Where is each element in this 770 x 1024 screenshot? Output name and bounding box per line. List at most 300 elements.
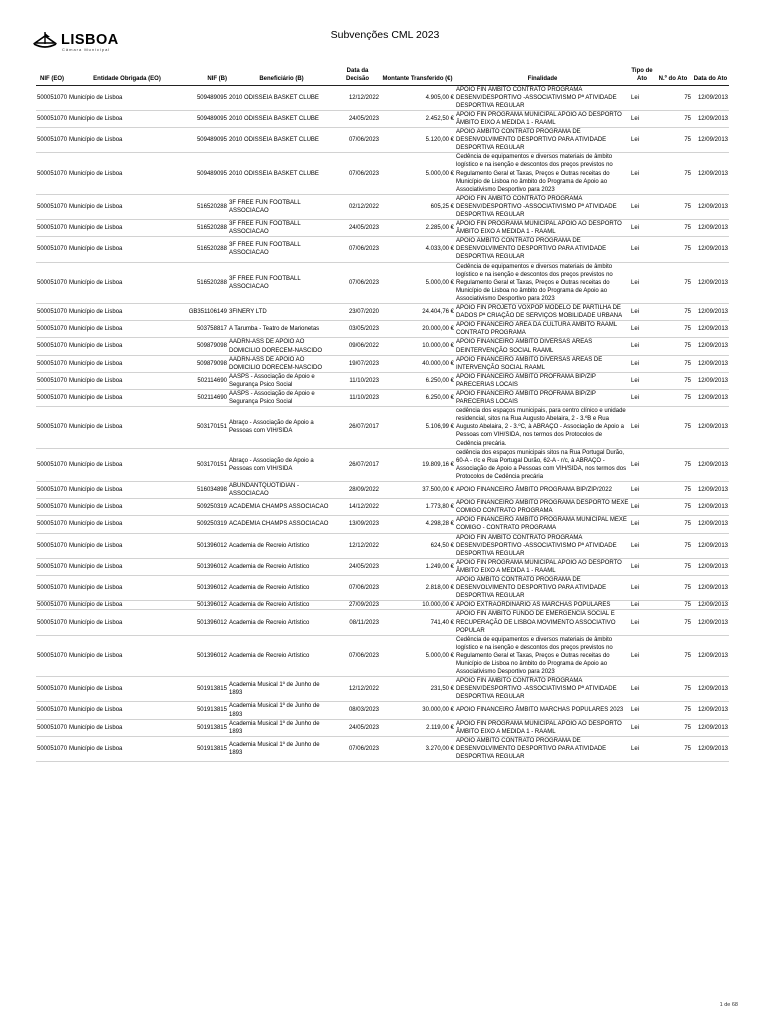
beneficiary-cell: Abraço - Associação de Apoio a Pessoas com VIH/SIDA xyxy=(228,407,335,448)
beneficiary-cell: Abraço - Associação de Apoio a Pessoas com VIH/SIDA xyxy=(228,448,335,481)
nif-beneficiary-cell: 501913815 xyxy=(186,719,228,736)
column-header: Beneficiário (B) xyxy=(228,68,335,85)
nif-beneficiary-cell: 509489095 xyxy=(186,110,228,127)
column-header: Montante Transferido (€) xyxy=(380,68,455,85)
table-row xyxy=(36,110,729,127)
act-date-cell: 12/09/2013 xyxy=(692,736,729,761)
nif-eo-cell: 500051070 xyxy=(36,635,68,676)
act-number-cell: 75 xyxy=(654,610,692,635)
purpose-cell: APOIO FIN ÂMBITO CONTRATO PROGRAMA DESENV/DESPORTIVO -ASSOCIATIVISMO Pª ATIVIDADE DESPORTIVA REGULAR xyxy=(455,677,630,702)
purpose-cell: APOIO FIN PROJETO VOXPOP MODELO DE PARTILHA DE DADOS Pª CRIAÇÃO DE SERVIÇOS MOBILIDADE URBANA xyxy=(455,304,630,321)
decision-date-cell: 28/09/2022 xyxy=(335,482,380,499)
act-number-cell: 75 xyxy=(654,110,692,127)
table-row xyxy=(36,533,729,558)
amount-cell: 605,25 € xyxy=(380,194,455,219)
nif-beneficiary-cell: 509250319 xyxy=(186,516,228,533)
entity-cell: Município de Lisboa xyxy=(68,153,186,194)
decision-date-cell: 13/09/2023 xyxy=(335,516,380,533)
nif-eo-cell: 500051070 xyxy=(36,499,68,516)
beneficiary-cell: Academia de Recreio Artístico xyxy=(228,610,335,635)
table-row xyxy=(36,321,729,338)
beneficiary-cell: AADRN-ASS DE APOIO AO DOMICILIO DORECEM-NASCIDO xyxy=(228,355,335,372)
beneficiary-cell: AADRN-ASS DE APOIO AO DOMICILIO DORECEM-NASCIDO xyxy=(228,338,335,355)
act-type-cell: Lei xyxy=(630,220,654,237)
act-date-cell: 12/09/2013 xyxy=(692,389,729,406)
nif-eo-cell: 500051070 xyxy=(36,482,68,499)
entity-cell: Município de Lisboa xyxy=(68,635,186,676)
decision-date-cell: 12/12/2022 xyxy=(335,85,380,110)
beneficiary-cell: ACADEMIA CHAMPS ASSOCIACAO xyxy=(228,516,335,533)
beneficiary-cell: 3F FREE FUN FOOTBALL ASSOCIACAO xyxy=(228,262,335,303)
entity-cell: Município de Lisboa xyxy=(68,448,186,481)
table-row xyxy=(36,237,729,262)
act-number-cell: 75 xyxy=(654,702,692,719)
entity-cell: Município de Lisboa xyxy=(68,110,186,127)
entity-cell: Município de Lisboa xyxy=(68,610,186,635)
purpose-cell: APOIO FIN PROGRAMA MUNICIPAL APOIO AO DESPORTO ÂMBITO EIXO A MEDIDA 1 - RAAML xyxy=(455,220,630,237)
beneficiary-cell: 3FINERY LTD xyxy=(228,304,335,321)
table-row xyxy=(36,407,729,448)
table-row xyxy=(36,389,729,406)
nif-eo-cell: 500051070 xyxy=(36,338,68,355)
table-row xyxy=(36,601,729,610)
table-row xyxy=(36,153,729,194)
act-number-cell: 75 xyxy=(654,389,692,406)
amount-cell: 37.500,00 € xyxy=(380,482,455,499)
beneficiary-cell: A Tarumba - Teatro de Marionetas xyxy=(228,321,335,338)
act-type-cell: Lei xyxy=(630,372,654,389)
act-number-cell: 75 xyxy=(654,576,692,601)
nif-beneficiary-cell: 502114690 xyxy=(186,389,228,406)
nif-beneficiary-cell: 501913815 xyxy=(186,736,228,761)
nif-eo-cell: 500051070 xyxy=(36,533,68,558)
table-row xyxy=(36,372,729,389)
column-header: Data da Decisão xyxy=(335,68,380,85)
nif-eo-cell: 500051070 xyxy=(36,262,68,303)
act-date-cell: 12/09/2013 xyxy=(692,407,729,448)
act-date-cell: 12/09/2013 xyxy=(692,702,729,719)
nif-eo-cell: 500051070 xyxy=(36,736,68,761)
purpose-cell: APOIO FIN ÂMBITO CONTRATO PROGRAMA DESENV/DESPORTIVO -ASSOCIATIVISMO Pª ATIVIDADE DESPORTIVA REGULAR xyxy=(455,194,630,219)
nif-beneficiary-cell: 501396012 xyxy=(186,558,228,575)
act-type-cell: Lei xyxy=(630,237,654,262)
nif-beneficiary-cell: 509489095 xyxy=(186,128,228,153)
table-row xyxy=(36,482,729,499)
purpose-cell: APOIO FIN ÂMBITO FUNDO DE EMERGÊNCIA SOCIAL E RECUPERAÇÃO DE LISBOA MOVIMENTO ASSOCIATIVO POPULAR xyxy=(455,610,630,635)
act-type-cell: Lei xyxy=(630,262,654,303)
decision-date-cell: 19/07/2023 xyxy=(335,355,380,372)
entity-cell: Município de Lisboa xyxy=(68,338,186,355)
nif-beneficiary-cell: 501396012 xyxy=(186,601,228,610)
table-row xyxy=(36,736,729,761)
beneficiary-cell: Academia Musical 1º de Junho de 1893 xyxy=(228,719,335,736)
act-type-cell: Lei xyxy=(630,576,654,601)
nif-eo-cell: 500051070 xyxy=(36,702,68,719)
act-date-cell: 12/09/2013 xyxy=(692,576,729,601)
act-date-cell: 12/09/2013 xyxy=(692,601,729,610)
beneficiary-cell: Academia de Recreio Artístico xyxy=(228,533,335,558)
entity-cell: Município de Lisboa xyxy=(68,516,186,533)
act-number-cell: 75 xyxy=(654,128,692,153)
act-date-cell: 12/09/2013 xyxy=(692,194,729,219)
amount-cell: 6.250,00 € xyxy=(380,372,455,389)
act-type-cell: Lei xyxy=(630,389,654,406)
table-row xyxy=(36,304,729,321)
column-header: Tipo de Ato xyxy=(630,68,654,85)
decision-date-cell: 14/12/2022 xyxy=(335,499,380,516)
table-row xyxy=(36,516,729,533)
nif-eo-cell: 500051070 xyxy=(36,372,68,389)
act-date-cell: 12/09/2013 xyxy=(692,153,729,194)
amount-cell: 741,40 € xyxy=(380,610,455,635)
nif-beneficiary-cell: 503170151 xyxy=(186,448,228,481)
act-date-cell: 12/09/2013 xyxy=(692,128,729,153)
nif-eo-cell: 500051070 xyxy=(36,304,68,321)
act-type-cell: Lei xyxy=(630,355,654,372)
column-header: NIF (B) xyxy=(186,68,228,85)
nif-eo-cell: 500051070 xyxy=(36,355,68,372)
decision-date-cell: 07/06/2023 xyxy=(335,262,380,303)
nif-eo-cell: 500051070 xyxy=(36,448,68,481)
amount-cell: 5.000,00 € xyxy=(380,635,455,676)
nif-eo-cell: 500051070 xyxy=(36,407,68,448)
nif-beneficiary-cell: 509879098 xyxy=(186,355,228,372)
column-header: Entidade Obrigada (EO) xyxy=(68,68,186,85)
nif-eo-cell: 500051070 xyxy=(36,558,68,575)
nif-beneficiary-cell: GB351106149 xyxy=(186,304,228,321)
act-type-cell: Lei xyxy=(630,194,654,219)
decision-date-cell: 07/06/2023 xyxy=(335,635,380,676)
entity-cell: Município de Lisboa xyxy=(68,719,186,736)
act-type-cell: Lei xyxy=(630,304,654,321)
decision-date-cell: 11/10/2023 xyxy=(335,372,380,389)
amount-cell: 624,50 € xyxy=(380,533,455,558)
beneficiary-cell: Academia de Recreio Artístico xyxy=(228,635,335,676)
act-date-cell: 12/09/2013 xyxy=(692,110,729,127)
beneficiary-cell: 2010 ODISSEIA BASKET CLUBE xyxy=(228,85,335,110)
decision-date-cell: 26/07/2017 xyxy=(335,448,380,481)
decision-date-cell: 24/05/2023 xyxy=(335,220,380,237)
act-type-cell: Lei xyxy=(630,85,654,110)
entity-cell: Município de Lisboa xyxy=(68,304,186,321)
table-row xyxy=(36,702,729,719)
table-row xyxy=(36,558,729,575)
purpose-cell: APOIO FINANCEIRO ÂMBITO PROGRAMA MUNICIPAL MEXE COMIGO - CONTRATO PROGRAMA xyxy=(455,516,630,533)
beneficiary-cell: 2010 ODISSEIA BASKET CLUBE xyxy=(228,128,335,153)
nif-beneficiary-cell: 509250319 xyxy=(186,499,228,516)
act-number-cell: 75 xyxy=(654,499,692,516)
act-type-cell: Lei xyxy=(630,153,654,194)
purpose-cell: Cedência de equipamentos e diversos materiais de âmbito logístico e na isenção e descontos dos preços previstos no Regulamento Geral et Taxas, Preços e Outras receitas do Município de Lisboa no âmbito do Programa de Apoio ao Associativismo Desportivo para 2023 xyxy=(455,262,630,303)
act-date-cell: 12/09/2013 xyxy=(692,220,729,237)
decision-date-cell: 24/05/2023 xyxy=(335,719,380,736)
decision-date-cell: 07/06/2023 xyxy=(335,128,380,153)
nif-beneficiary-cell: 501396012 xyxy=(186,635,228,676)
amount-cell: 3.270,00 € xyxy=(380,736,455,761)
act-date-cell: 12/09/2013 xyxy=(692,516,729,533)
decision-date-cell: 03/05/2023 xyxy=(335,321,380,338)
entity-cell: Município de Lisboa xyxy=(68,372,186,389)
act-type-cell: Lei xyxy=(630,110,654,127)
act-type-cell: Lei xyxy=(630,407,654,448)
act-date-cell: 12/09/2013 xyxy=(692,262,729,303)
beneficiary-cell: 3F FREE FUN FOOTBALL ASSOCIACAO xyxy=(228,220,335,237)
decision-date-cell: 08/03/2023 xyxy=(335,702,380,719)
subsidies-table xyxy=(36,68,729,762)
amount-cell: 2.818,00 € xyxy=(380,576,455,601)
amount-cell: 10.000,00 € xyxy=(380,601,455,610)
purpose-cell: APOIO FINANCEIRO ÂMBITO PROGRAMA DESPORTO MEXE COMIGO CONTRATO PROGRAMA xyxy=(456,500,629,515)
column-header: Data do Ato xyxy=(692,68,729,85)
amount-cell: 19.809,16 € xyxy=(380,448,455,481)
nif-beneficiary-cell: 509489095 xyxy=(186,85,228,110)
nif-beneficiary-cell: 509879098 xyxy=(186,338,228,355)
decision-date-cell: 12/12/2022 xyxy=(335,677,380,702)
decision-date-cell: 23/07/2020 xyxy=(335,304,380,321)
decision-date-cell: 12/12/2022 xyxy=(335,533,380,558)
entity-cell: Município de Lisboa xyxy=(68,736,186,761)
decision-date-cell: 07/06/2023 xyxy=(335,576,380,601)
beneficiary-cell: AASPS - Associação de Apoio e Segurança Psico Social xyxy=(228,389,335,406)
act-number-cell: 75 xyxy=(654,194,692,219)
purpose-cell: APOIO ÂMBITO CONTRATO PROGRAMA DE DESENVOLVIMENTO DESPORTIVO PARA ATIVIDADE DESPORTIVA REGULAR xyxy=(455,128,630,153)
act-number-cell: 75 xyxy=(654,516,692,533)
nif-beneficiary-cell: 503758817 xyxy=(186,321,228,338)
amount-cell: 40.000,00 € xyxy=(380,355,455,372)
act-type-cell: Lei xyxy=(630,677,654,702)
entity-cell: Município de Lisboa xyxy=(68,220,186,237)
act-type-cell: Lei xyxy=(630,499,654,516)
beneficiary-cell: ABUNDANTQUOTIDIAN - ASSOCIACAO xyxy=(228,482,335,499)
act-date-cell: 12/09/2013 xyxy=(692,499,729,516)
beneficiary-cell: Academia de Recreio Artístico xyxy=(228,576,335,601)
act-date-cell: 12/09/2013 xyxy=(692,321,729,338)
purpose-cell: APOIO FINANCEIRO ÂMBITO PROGRAMA BIP/ZIP/2022 xyxy=(455,482,630,499)
entity-cell: Município de Lisboa xyxy=(68,194,186,219)
act-date-cell: 12/09/2013 xyxy=(692,304,729,321)
nif-beneficiary-cell: 503170151 xyxy=(186,407,228,448)
act-number-cell: 75 xyxy=(654,338,692,355)
purpose-cell: APOIO ÂMBITO CONTRATO PROGRAMA DE DESENVOLVIMENTO DESPORTIVO PARA ATIVIDADE DESPORTIVA REGULAR xyxy=(455,736,630,761)
nif-eo-cell: 500051070 xyxy=(36,194,68,219)
nif-beneficiary-cell: 509489095 xyxy=(186,153,228,194)
nif-eo-cell: 500051070 xyxy=(36,576,68,601)
act-number-cell: 75 xyxy=(654,719,692,736)
table-row xyxy=(36,635,729,676)
act-date-cell: 12/09/2013 xyxy=(692,482,729,499)
decision-date-cell: 07/06/2023 xyxy=(335,237,380,262)
act-type-cell: Lei xyxy=(630,719,654,736)
act-type-cell: Lei xyxy=(630,610,654,635)
decision-date-cell: 24/05/2023 xyxy=(335,558,380,575)
table-row xyxy=(36,262,729,303)
decision-date-cell: 08/11/2023 xyxy=(335,610,380,635)
act-date-cell: 12/09/2013 xyxy=(692,610,729,635)
entity-cell: Município de Lisboa xyxy=(68,355,186,372)
beneficiary-cell: Academia Musical 1º de Junho de 1893 xyxy=(228,677,335,702)
act-number-cell: 75 xyxy=(654,677,692,702)
entity-cell: Município de Lisboa xyxy=(68,262,186,303)
entity-cell: Município de Lisboa xyxy=(68,321,186,338)
table-header-row xyxy=(36,68,729,85)
table-row xyxy=(36,677,729,702)
act-number-cell: 75 xyxy=(654,153,692,194)
purpose-cell: APOIO FIN ÂMBITO CONTRATO PROGRAMA DESENV/DESPORTIVO -ASSOCIATIVISMO Pª ATIVIDADE DESPORTIVA REGULAR xyxy=(455,85,630,110)
purpose-cell: cedência dos espaços municipais sitos na Rua Portugal Durão, 60-A - r/c e Rua Portugal Durão, 62-A - r/c, à ABRAÇO - Associação de Apoio a Pessoas com VIH/SIDA, nos termos dos Protocolos de Cedência precária xyxy=(455,448,630,481)
nif-eo-cell: 500051070 xyxy=(36,677,68,702)
entity-cell: Município de Lisboa xyxy=(68,702,186,719)
act-number-cell: 75 xyxy=(654,355,692,372)
purpose-cell: APOIO FINANCEIRO ÂMBITO PROFRAMA BIP/ZIP PARECERIAS LOCAIS xyxy=(455,389,630,406)
amount-cell: 2.452,50 € xyxy=(380,110,455,127)
decision-date-cell: 07/06/2023 xyxy=(335,736,380,761)
nif-beneficiary-cell: 516520288 xyxy=(186,194,228,219)
act-type-cell: Lei xyxy=(630,448,654,481)
table-row xyxy=(36,194,729,219)
purpose-cell: APOIO FINANCEIRO ÂMBITO PROFRAMA BIP/ZIP PARECERIAS LOCAIS xyxy=(455,372,630,389)
act-type-cell: Lei xyxy=(630,702,654,719)
entity-cell: Município de Lisboa xyxy=(68,601,186,610)
act-number-cell: 75 xyxy=(654,220,692,237)
act-number-cell: 75 xyxy=(654,635,692,676)
nif-eo-cell: 500051070 xyxy=(36,719,68,736)
nif-beneficiary-cell: 501396012 xyxy=(186,610,228,635)
amount-cell: 5.000,00 € xyxy=(380,262,455,303)
column-header: NIF (EO) xyxy=(36,68,68,85)
act-date-cell: 12/09/2013 xyxy=(692,533,729,558)
purpose-cell: APOIO FIN ÂMBITO CONTRATO PROGRAMA DESENV/DESPORTIVO -ASSOCIATIVISMO Pª ATIVIDADE DESPORTIVA REGULAR xyxy=(455,533,630,558)
nif-beneficiary-cell: 501913815 xyxy=(186,677,228,702)
decision-date-cell: 11/10/2023 xyxy=(335,389,380,406)
decision-date-cell: 07/06/2023 xyxy=(335,153,380,194)
act-number-cell: 75 xyxy=(654,533,692,558)
nif-beneficiary-cell: 516520288 xyxy=(186,220,228,237)
nif-beneficiary-cell: 501396012 xyxy=(186,533,228,558)
act-type-cell: Lei xyxy=(630,516,654,533)
entity-cell: Município de Lisboa xyxy=(68,237,186,262)
nif-eo-cell: 500051070 xyxy=(36,389,68,406)
act-type-cell: Lei xyxy=(630,635,654,676)
entity-cell: Município de Lisboa xyxy=(68,482,186,499)
act-type-cell: Lei xyxy=(630,601,654,610)
act-date-cell: 12/09/2013 xyxy=(692,85,729,110)
amount-cell: 10.000,00 € xyxy=(380,338,455,355)
act-type-cell: Lei xyxy=(630,533,654,558)
act-number-cell: 75 xyxy=(654,262,692,303)
amount-cell: 30.000,00 € xyxy=(380,702,455,719)
purpose-cell: APOIO FINANCEIRO ÂMBITO DIVERSAS ÁREAS DE INTERVENÇÃO SOCIAL RAAML xyxy=(455,355,630,372)
purpose-cell: APOIO FIN PROGRAMA MUNICIPAL APOIO AO DESPORTO ÂMBITO EIXO A MEDIDA 1 - RAAML xyxy=(455,110,630,127)
purpose-cell: APOIO ÂMBITO CONTRATO PROGRAMA DE DESENVOLVIMENTO DESPORTIVO PARA ATIVIDADE DESPORTIVA REGULAR xyxy=(455,576,630,601)
entity-cell: Município de Lisboa xyxy=(68,85,186,110)
table-row xyxy=(36,448,729,481)
beneficiary-cell: 3F FREE FUN FOOTBALL ASSOCIACAO xyxy=(228,237,335,262)
purpose-cell: APOIO FINANCEIRO ÂMBITO MARCHAS POPULARES 2023 xyxy=(455,702,630,719)
table-row xyxy=(36,355,729,372)
beneficiary-cell: Academia Musical 1º de Junho de 1893 xyxy=(228,702,335,719)
amount-cell: 1.249,00 € xyxy=(380,558,455,575)
act-type-cell: Lei xyxy=(630,338,654,355)
act-type-cell: Lei xyxy=(630,736,654,761)
beneficiary-cell: AASPS - Associação de Apoio e Segurança Psico Social xyxy=(228,372,335,389)
act-date-cell: 12/09/2013 xyxy=(692,719,729,736)
nif-eo-cell: 500051070 xyxy=(36,220,68,237)
entity-cell: Município de Lisboa xyxy=(68,576,186,601)
entity-cell: Município de Lisboa xyxy=(68,558,186,575)
purpose-cell: APOIO FINANCEIRO ÂMBITO DIVERSAS ÁREAS DEINTERVENÇÃO SOCIAL RAAML xyxy=(455,338,630,355)
nif-eo-cell: 500051070 xyxy=(36,610,68,635)
beneficiary-cell: Academia Musical 1º de Junho de 1893 xyxy=(228,736,335,761)
act-number-cell: 75 xyxy=(654,321,692,338)
amount-cell: 4.905,00 € xyxy=(380,85,455,110)
nif-beneficiary-cell: 502114690 xyxy=(186,372,228,389)
act-number-cell: 75 xyxy=(654,448,692,481)
amount-cell: 20.000,00 € xyxy=(380,321,455,338)
amount-cell: 24.404,76 € xyxy=(380,304,455,321)
act-date-cell: 12/09/2013 xyxy=(692,355,729,372)
purpose-cell: APOIO ÂMBITO CONTRATO PROGRAMA DE DESENVOLVIMENTO DESPORTIVO PARA ATIVIDADE DESPORTIVA REGULAR xyxy=(455,237,630,262)
column-header: Finalidade xyxy=(455,68,630,85)
act-type-cell: Lei xyxy=(630,321,654,338)
beneficiary-cell: 2010 ODISSEIA BASKET CLUBE xyxy=(228,110,335,127)
act-type-cell: Lei xyxy=(630,482,654,499)
decision-date-cell: 26/07/2017 xyxy=(335,407,380,448)
act-type-cell: Lei xyxy=(630,128,654,153)
amount-cell: 1.773,80 € xyxy=(380,499,455,516)
table-body xyxy=(36,85,729,762)
amount-cell: 6.250,00 € xyxy=(380,389,455,406)
amount-cell: 5.106,99 € xyxy=(380,407,455,448)
purpose-cell: APOIO EXTRAORDINÁRIO ÀS MARCHAS POPULARES xyxy=(455,601,630,610)
nif-beneficiary-cell: 501396012 xyxy=(186,576,228,601)
act-number-cell: 75 xyxy=(654,736,692,761)
logo-wordmark: LISBOA xyxy=(61,32,119,48)
decision-date-cell: 09/06/2022 xyxy=(335,338,380,355)
amount-cell: 2.119,00 € xyxy=(380,719,455,736)
purpose-cell: Cedência de equipamentos e diversos materiais de âmbito logístico e na isenção e descontos dos preços previstos no Regulamento Geral et Taxas, Preços e Outras receitas do Município de Lisboa no âmbito do Programa de Apoio ao Associativismo Desportivo para 2023 xyxy=(455,153,630,194)
nif-eo-cell: 500051070 xyxy=(36,128,68,153)
table-row xyxy=(36,220,729,237)
act-number-cell: 75 xyxy=(654,304,692,321)
nif-eo-cell: 500051070 xyxy=(36,516,68,533)
act-date-cell: 12/09/2013 xyxy=(692,372,729,389)
purpose-cell: APOIO FINANCEIRO ÁREA DA CULTURA ÂMBITO RAAML CONTRATO PROGRAMA xyxy=(455,321,630,338)
nif-eo-cell: 500051070 xyxy=(36,110,68,127)
decision-date-cell: 24/05/2023 xyxy=(335,110,380,127)
nif-eo-cell: 500051070 xyxy=(36,237,68,262)
act-number-cell: 75 xyxy=(654,558,692,575)
act-number-cell: 75 xyxy=(654,237,692,262)
nif-beneficiary-cell: 516034898 xyxy=(186,482,228,499)
decision-date-cell: 02/12/2022 xyxy=(335,194,380,219)
act-number-cell: 75 xyxy=(654,85,692,110)
nif-eo-cell: 500051070 xyxy=(36,321,68,338)
purpose-cell: cedência dos espaços municipais, para centro clínico e unidade residencial, sitos na Rua Augusto Abelaira, 2 - 3.ºB e Rua Augusto Abelaira, 2 - 3.ºC, à ABRAÇO - Associação de Apoio a Pessoas com VIH/SIDA, nos termos dos Protocolos de Cedência precária. xyxy=(455,407,630,448)
entity-cell: Município de Lisboa xyxy=(68,677,186,702)
nif-beneficiary-cell: 516520288 xyxy=(186,262,228,303)
amount-cell: 4.298,28 € xyxy=(380,516,455,533)
beneficiary-cell: Academia de Recreio Artístico xyxy=(228,601,335,610)
act-date-cell: 12/09/2013 xyxy=(692,677,729,702)
entity-cell: Município de Lisboa xyxy=(68,128,186,153)
beneficiary-cell: 2010 ODISSEIA BASKET CLUBE xyxy=(228,153,335,194)
act-date-cell: 12/09/2013 xyxy=(692,558,729,575)
entity-cell: Município de Lisboa xyxy=(68,407,186,448)
entity-cell: Município de Lisboa xyxy=(68,389,186,406)
act-date-cell: 12/09/2013 xyxy=(692,448,729,481)
decision-date-cell: 27/09/2023 xyxy=(335,601,380,610)
act-number-cell: 75 xyxy=(654,601,692,610)
